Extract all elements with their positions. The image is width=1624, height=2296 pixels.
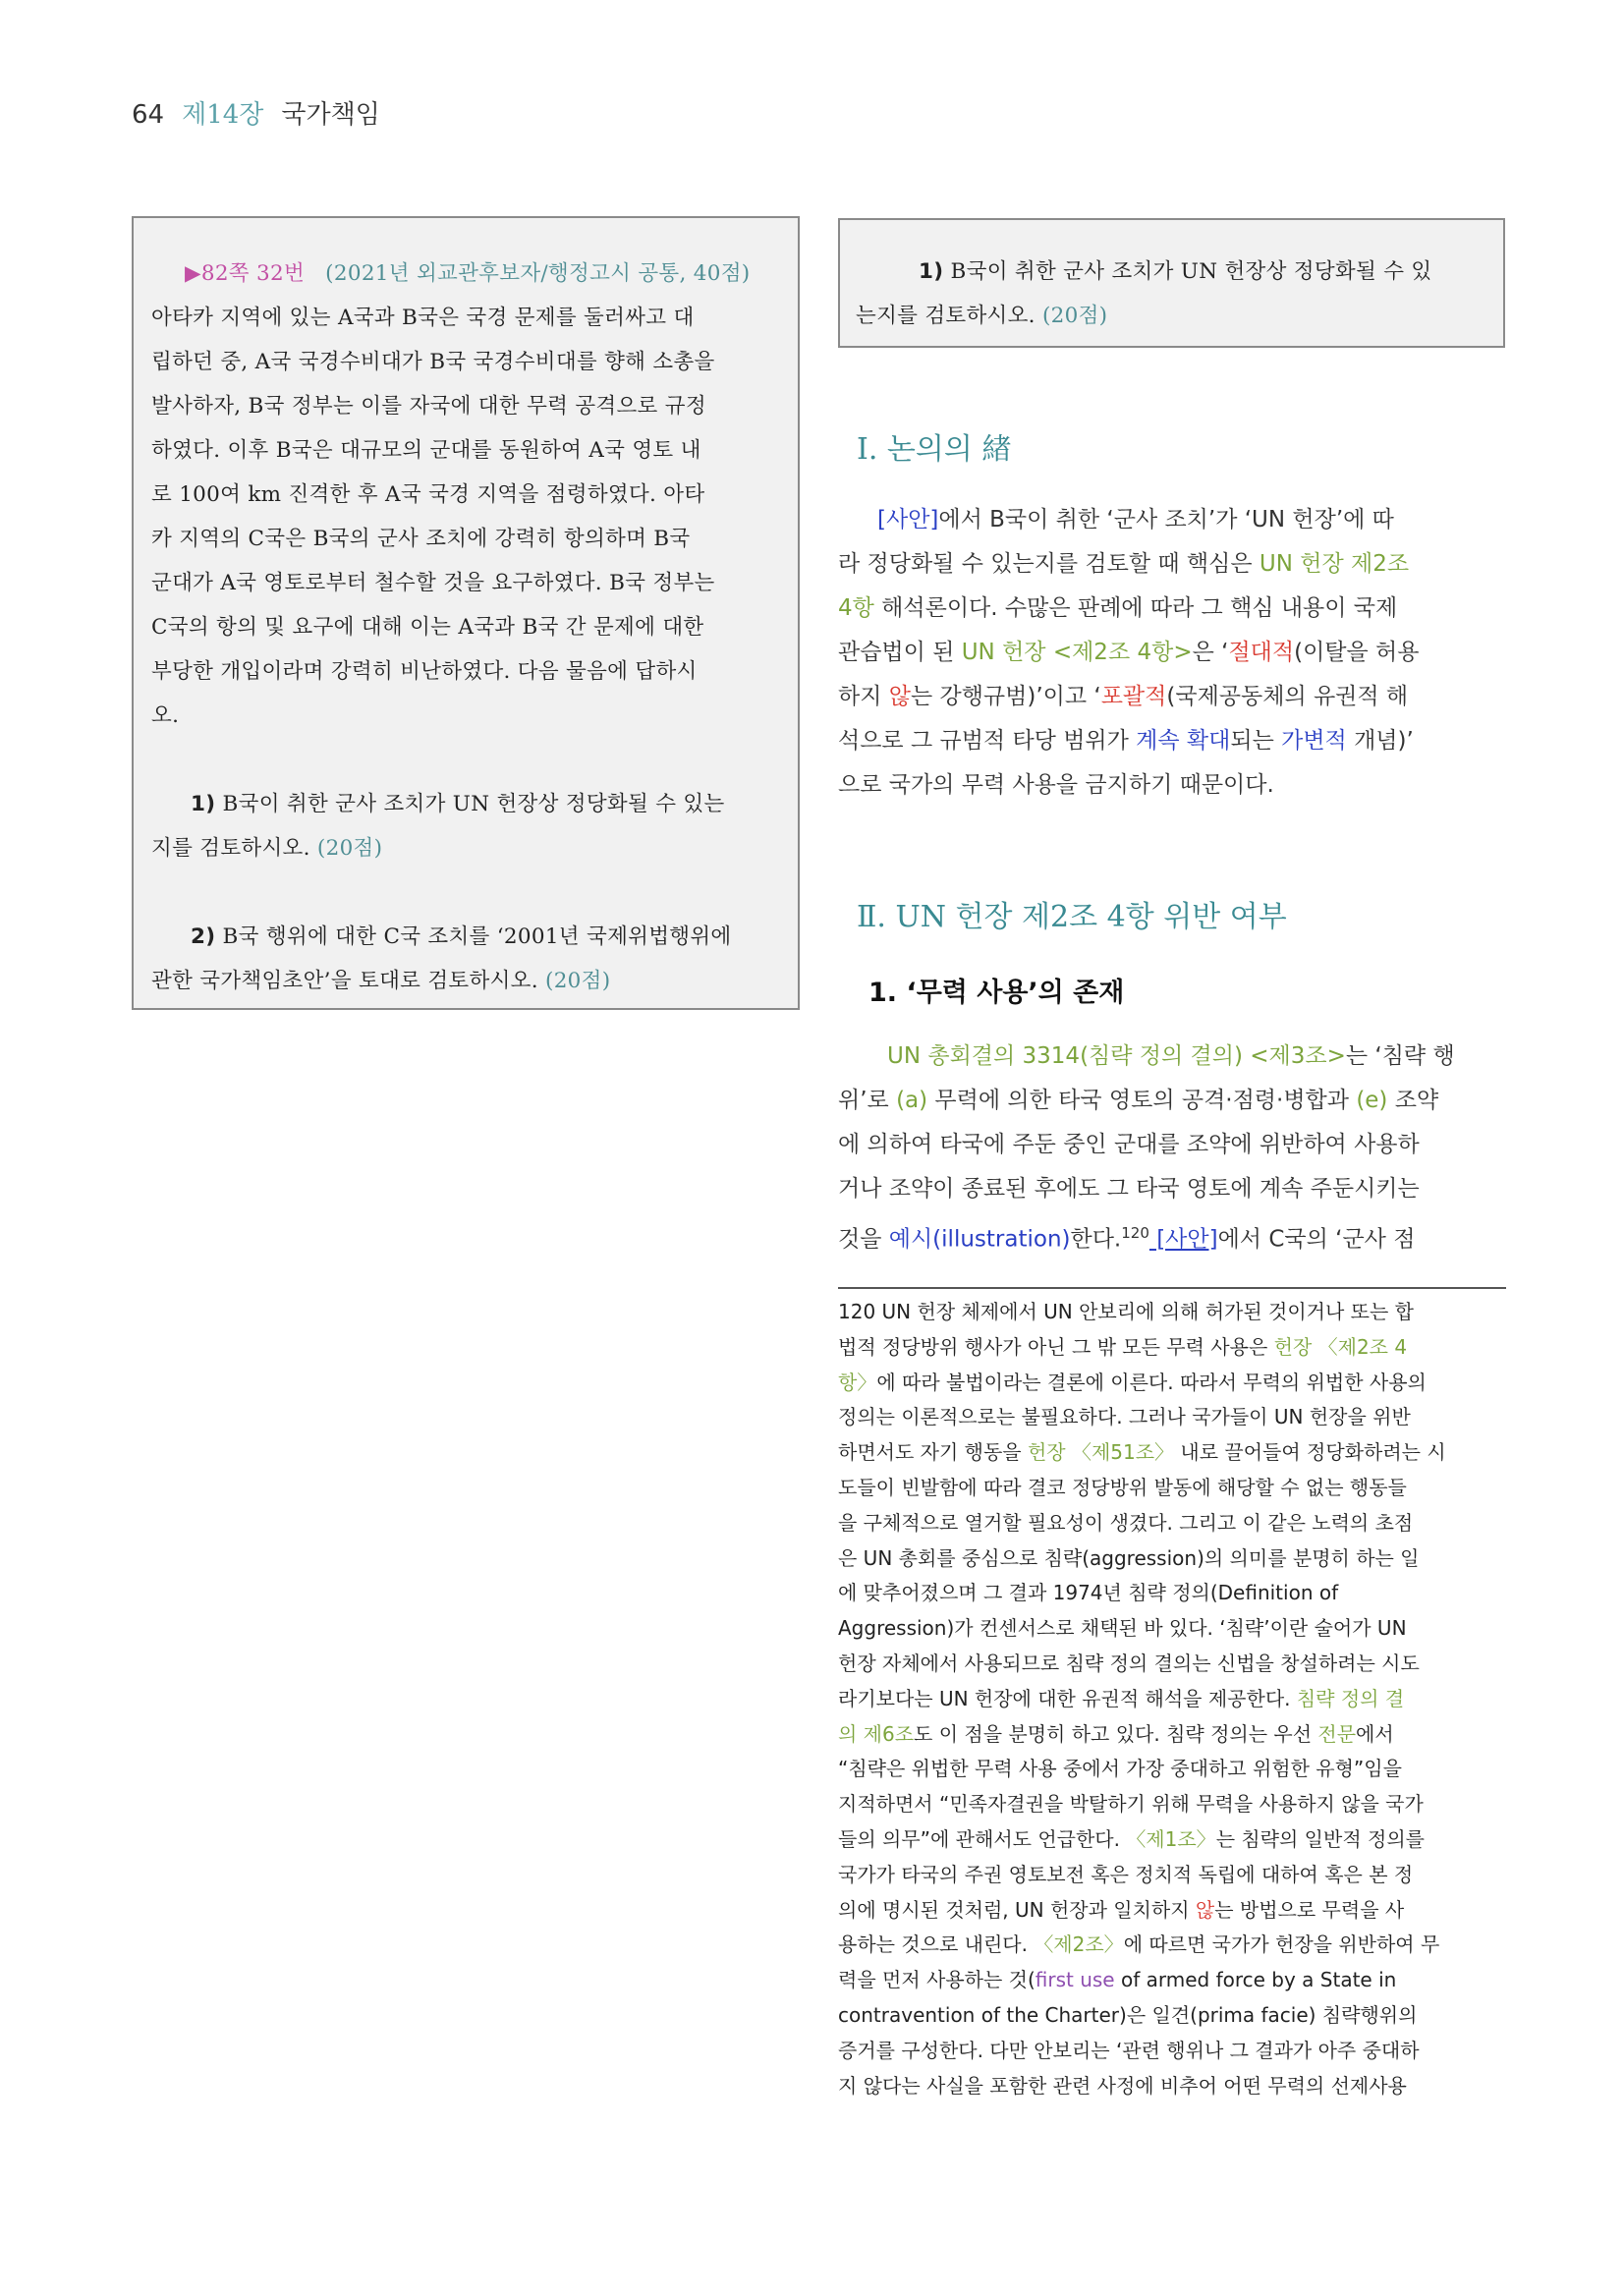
text-run: 지 않다는 사실을 포함한 관련 사정에 비추어 어떤 무력의 선제사용 xyxy=(838,2073,1407,2098)
footnote-line xyxy=(838,1893,1506,1929)
page-number: 64 xyxy=(132,100,165,130)
chapter-label: 제14장 xyxy=(182,100,264,130)
text-run: 해석론이다. 수많은 판례에 따라 그 핵심 내용이 국제 xyxy=(873,595,1398,621)
text-run: 은 UN 총회를 중심으로 침략(aggression)의 의미를 분명히 하는 일 xyxy=(838,1545,1420,1570)
text-run: 에 따라 불법이라는 결론에 이른다. 따라서 무력의 위법한 사용의 xyxy=(876,1370,1427,1394)
text-run: 에 따르면 국가가 헌장을 위반하여 무 xyxy=(1123,1932,1440,1957)
text-run: 위’로 xyxy=(838,1088,897,1113)
sub-question-text: B국 행위에 대한 C국 조치를 ‘2001년 국제위법행위에 xyxy=(222,924,732,949)
text-run: 의 제6조 xyxy=(838,1721,915,1746)
sub-question-number: 2) xyxy=(191,924,216,949)
question-source xyxy=(151,252,784,296)
question-line: 부당한 개입이라며 강력히 비난하였다. 다음 물음에 답하시 xyxy=(151,659,698,684)
text-run: first use xyxy=(1035,1968,1115,1992)
text-run: 라 정당화될 수 있는지를 검토할 때 핵심은 xyxy=(838,551,1260,577)
text-run: Aggression)가 컨센서스로 채택된 바 있다. ‘침략’이란 술어가 UN xyxy=(838,1616,1407,1641)
footnote-line xyxy=(838,1295,1506,1330)
text-line xyxy=(838,631,1506,675)
text-run: 들의 의무”에 관해서도 언급한다. xyxy=(838,1826,1127,1851)
sub-question-number: 1) xyxy=(191,792,216,816)
footnote-line xyxy=(838,1471,1506,1506)
text-run: (국제공동체의 유권적 해 xyxy=(1166,684,1409,709)
text-run: 되는 xyxy=(1230,728,1282,754)
text-run: 침략 정의 결 xyxy=(1296,1686,1405,1710)
text-run: 않 xyxy=(1195,1897,1215,1922)
text-run: [사안] xyxy=(877,507,939,532)
points-label: (20점) xyxy=(545,969,611,993)
text-run: (a) xyxy=(896,1088,928,1113)
text-run: 지적하면서 “민족자결권을 박탈하기 위해 무력을 사용하지 않을 국가 xyxy=(838,1792,1424,1817)
text-run: “침략은 위법한 무력 사용 중에서 가장 중대하고 위험한 유형”임을 xyxy=(838,1757,1402,1781)
text-run: 도 이 점을 분명히 하고 있다. 침략 정의는 우선 xyxy=(914,1721,1318,1746)
text-run: 전문 xyxy=(1317,1721,1357,1746)
section-heading-2: Ⅱ. UN 헌장 제2조 4항 위반 여부 xyxy=(857,900,1287,934)
text-run: 항〉 xyxy=(838,1370,877,1394)
footnote-line xyxy=(838,1963,1506,1998)
footnote-line xyxy=(838,1330,1506,1366)
text-run: 무력에 의한 타국 영토의 공격·점령·병합과 xyxy=(927,1088,1357,1113)
answer-question-box xyxy=(838,218,1505,348)
sub-question-2 xyxy=(151,915,784,1003)
text-run: 포괄적 xyxy=(1100,684,1167,709)
footnote-line xyxy=(838,1998,1506,2034)
text-run: 용하는 것으로 내린다. xyxy=(838,1932,1035,1957)
text-run: 으로 국가의 무력 사용을 금지하기 때문이다. xyxy=(838,772,1274,798)
sub-question-text: 지를 검토하시오. xyxy=(151,836,310,861)
sub-question-number: 1) xyxy=(919,259,944,284)
text-run: 않 xyxy=(888,684,911,709)
text-run: 개념)’ xyxy=(1346,728,1414,754)
question-box xyxy=(132,216,800,1010)
text-run: 4항 xyxy=(838,595,874,621)
text-run: 헌장 자체에서 사용되므로 침략 정의 결의는 신법을 창설하려는 시도 xyxy=(838,1651,1420,1675)
text-line xyxy=(838,719,1506,763)
text-run: 〈제1조〉 xyxy=(1126,1826,1216,1851)
text-line xyxy=(838,587,1506,631)
text-line xyxy=(838,1123,1506,1167)
text-run: 는 강행규범)’이고 ‘ xyxy=(910,684,1101,709)
text-run: 헌장 〈제51조〉 xyxy=(1027,1440,1175,1465)
text-line xyxy=(838,1211,1506,1262)
text-run: UN 헌장 <제2조 4항> xyxy=(961,640,1193,665)
question-line: 군대가 A국 영토로부터 철수할 것을 요구하였다. B국 정부는 xyxy=(151,571,715,595)
section-1-paragraph xyxy=(838,498,1506,808)
footnote-line xyxy=(838,2034,1506,2069)
footnote-line xyxy=(838,1366,1506,1401)
question-line: 아타카 지역에 있는 A국과 B국은 국경 문제를 둘러싸고 대 xyxy=(151,306,695,330)
points-label: (20점) xyxy=(1041,304,1108,328)
text-run: 증거를 구성한다. 다만 안보리는 ‘관련 행위나 그 결과가 아주 중대하 xyxy=(838,2038,1420,2062)
footnote-line xyxy=(838,1858,1506,1893)
text-run: 예시(illustration) xyxy=(888,1226,1071,1253)
text-run: 헌장 〈제2조 4 xyxy=(1273,1334,1408,1359)
footnote-line xyxy=(838,1647,1506,1682)
footnote-line xyxy=(838,1576,1506,1611)
question-line: 하였다. 이후 B국은 대규모의 군대를 동원하여 A국 영토 내 xyxy=(151,438,701,463)
text-run: 국가가 타국의 주권 영토보전 혹은 정치적 독립에 대하여 혹은 본 정 xyxy=(838,1862,1414,1886)
text-run: 가변적 xyxy=(1281,728,1347,754)
section-2-paragraph xyxy=(838,1035,1506,1262)
footnote-ref: 120 xyxy=(1121,1224,1149,1242)
text-run: 〈제2조〉 xyxy=(1034,1932,1124,1957)
text-run: (이탈을 허용 xyxy=(1294,640,1420,665)
text-run: [사안] xyxy=(1148,1226,1218,1253)
source-ref: ▶82쪽 32번 xyxy=(185,261,306,286)
footnote-line xyxy=(838,1541,1506,1577)
footnote-divider xyxy=(838,1287,1506,1289)
text-run: 의에 명시된 것처럼, UN 헌장과 일치하지 xyxy=(838,1897,1196,1922)
text-line xyxy=(838,1079,1506,1123)
footnote-line xyxy=(838,1400,1506,1435)
sub-question-text: B국이 취한 군사 조치가 UN 헌장상 정당화될 수 있 xyxy=(950,259,1432,284)
question-line: 카 지역의 C국은 B국의 군사 조치에 강력히 항의하며 B국 xyxy=(151,527,691,551)
sub-question-text: B국이 취한 군사 조치가 UN 헌장상 정당화될 수 있는 xyxy=(222,792,725,816)
text-run: 법적 정당방위 행사가 아닌 그 밖 모든 무력 사용은 xyxy=(838,1334,1274,1359)
text-run: 에 맞추어졌으며 그 결과 1974년 침략 정의(Definition of xyxy=(838,1581,1339,1605)
text-line xyxy=(838,1035,1506,1079)
text-run: UN 총회결의 3314(침략 정의 결의) <제3조> xyxy=(887,1043,1346,1069)
chapter-title: 국가책임 xyxy=(281,100,380,130)
footnote-line xyxy=(838,1611,1506,1647)
footnote-line xyxy=(838,1682,1506,1717)
text-run: 한다. xyxy=(1070,1226,1122,1253)
question-line: 립하던 중, A국 국경수비대가 B국 국경수비대를 향해 소총을 xyxy=(151,350,715,374)
footnote-line xyxy=(838,1928,1506,1963)
sub-question-1 xyxy=(151,782,784,870)
text-run: 120 UN 헌장 체제에서 UN 안보리에 의해 허가된 것이거나 또는 합 xyxy=(838,1300,1414,1323)
footnote-line xyxy=(838,1506,1506,1541)
text-run: 석으로 그 규범적 타당 범위가 xyxy=(838,728,1137,754)
text-run: 조약 xyxy=(1387,1088,1439,1113)
footnote-line xyxy=(838,1787,1506,1822)
sub-question-text: 는지를 검토하시오. xyxy=(856,304,1036,328)
text-run: of armed force by a State in xyxy=(1114,1968,1397,1992)
text-run: 것을 xyxy=(838,1226,889,1253)
points-label: (20점) xyxy=(316,836,383,861)
footnote-line xyxy=(838,1717,1506,1753)
footnote-line xyxy=(838,1435,1506,1471)
text-run: 에서 C국의 ‘군사 점 xyxy=(1217,1226,1416,1253)
subsection-heading: 1. ‘무력 사용’의 존재 xyxy=(868,978,1125,1008)
footnote xyxy=(838,1295,1506,2103)
text-run: 에서 xyxy=(1356,1721,1394,1746)
question-line: C국의 항의 및 요구에 대해 이는 A국과 B국 간 문제에 대한 xyxy=(151,615,704,640)
text-run: 계속 확대 xyxy=(1136,728,1231,754)
footnote-line xyxy=(838,2069,1506,2104)
text-run: 력을 먼저 사용하는 것( xyxy=(838,1968,1036,1992)
text-run: 을 구체적으로 열거할 필요성이 생겼다. 그리고 이 같은 노력의 초점 xyxy=(838,1510,1414,1535)
section-heading-1: Ⅰ. 논의의 緖 xyxy=(857,432,1012,467)
text-line xyxy=(838,498,1506,542)
text-run: 라기보다는 UN 헌장에 대한 유권적 해석을 제공한다. xyxy=(838,1686,1297,1710)
text-run: 는 침략의 일반적 정의를 xyxy=(1215,1826,1425,1851)
text-run: contravention of the Charter)은 일견(prima facie) 침략행위의 xyxy=(838,2002,1418,2027)
text-line xyxy=(838,763,1506,808)
source-info: (2021년 외교관후보자/행정고시 공통, 40점) xyxy=(325,261,751,286)
footnote-line xyxy=(838,1822,1506,1858)
text-run: 하면서도 자기 행동을 xyxy=(838,1440,1028,1465)
text-line xyxy=(838,542,1506,587)
page-header xyxy=(132,94,380,131)
text-run: 절대적 xyxy=(1228,640,1295,665)
text-run: (e) xyxy=(1356,1088,1388,1113)
text-line xyxy=(838,675,1506,719)
question-line: 발사하자, B국 정부는 이를 자국에 대한 무력 공격으로 규정 xyxy=(151,394,706,419)
sub-question-text: 관한 국가책임초안’을 토대로 검토하시오. xyxy=(151,969,538,993)
text-run: 관습법이 된 xyxy=(838,640,962,665)
text-run: 는 ‘침략 행 xyxy=(1345,1043,1455,1069)
text-run: 는 방법으로 무력을 사 xyxy=(1214,1897,1405,1922)
text-run: 거나 조약이 종료된 후에도 그 타국 영토에 계속 주둔시키는 xyxy=(838,1176,1420,1202)
text-run: 에 의하여 타국에 주둔 중인 군대를 조약에 위반하여 사용하 xyxy=(838,1132,1420,1157)
question-body xyxy=(151,296,784,738)
text-run: 하지 xyxy=(838,684,889,709)
footnote-line xyxy=(838,1752,1506,1787)
text-run: 은 ‘ xyxy=(1192,640,1229,665)
text-run: UN 헌장 제2조 xyxy=(1259,551,1410,577)
text-run: 에서 B국이 취한 ‘군사 조치’가 ‘UN 헌장’에 따 xyxy=(938,507,1394,532)
text-run: 정의는 이론적으로는 불필요하다. 그러나 국가들이 UN 헌장을 위반 xyxy=(838,1405,1411,1429)
question-line: 오. xyxy=(151,703,180,728)
text-run: 내로 끌어들여 정당화하려는 시 xyxy=(1174,1440,1446,1465)
text-line xyxy=(838,1167,1506,1211)
question-line: 로 100여 km 진격한 후 A국 국경 지역을 점령하였다. 아타 xyxy=(151,482,705,507)
text-run: 도들이 빈발함에 따라 결코 정당방위 발동에 해당할 수 없는 행동들 xyxy=(838,1475,1407,1499)
